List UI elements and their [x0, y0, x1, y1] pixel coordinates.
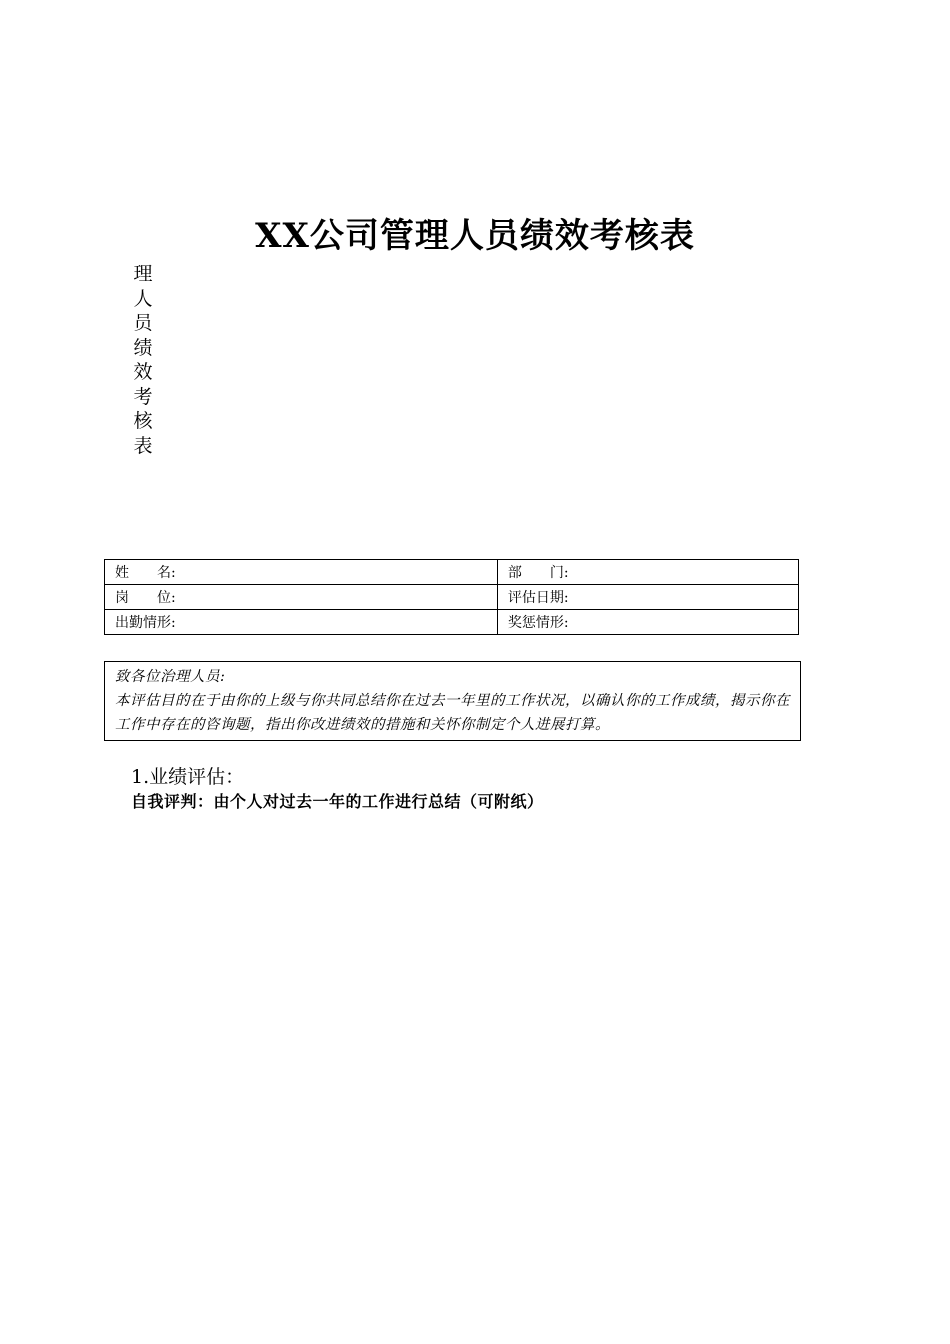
vertical-title-char: 表 [133, 434, 153, 457]
letter-salutation: 致各位治理人员: [115, 669, 226, 685]
employee-info-table [104, 559, 799, 635]
page-title: XX公司管理人员绩效考核表 [255, 216, 695, 256]
letter-body: 本评估目的在于由你的上级与你共同总结你在过去一年里的工作状况，以确认你的工作成绩，揭示你在工作中存在的咨询题，指出你改进绩效的措施和关怀你制定个人进展打算。 [115, 693, 790, 733]
vertical-title [131, 262, 155, 458]
name-field[interactable]: 姓 名: [105, 560, 498, 585]
vertical-title-char: 理 [133, 263, 153, 285]
section-subheading: 自我评判：由个人对过去一年的工作进行总结（可附纸） [131, 792, 544, 811]
vertical-title-char: 考 [133, 385, 153, 408]
section-heading: 1.业绩评估： [131, 766, 245, 788]
department-field[interactable]: 部 门: [497, 560, 798, 585]
table-row [105, 560, 799, 585]
table-row [105, 585, 799, 610]
table-row [105, 610, 799, 635]
position-field[interactable]: 岗 位: [105, 585, 498, 610]
vertical-title-char: 人 [133, 287, 153, 310]
vertical-title-char: 效 [133, 361, 153, 383]
vertical-title-char: 绩 [133, 336, 153, 359]
instruction-letter [104, 661, 801, 741]
attendance-field[interactable]: 出勤情形: [105, 610, 498, 635]
evaluation-date-field[interactable]: 评估日期: [497, 585, 798, 610]
vertical-title-char: 员 [133, 312, 153, 334]
vertical-title-char: 核 [133, 410, 153, 432]
rewards-penalties-field[interactable]: 奖惩情形: [497, 610, 798, 635]
